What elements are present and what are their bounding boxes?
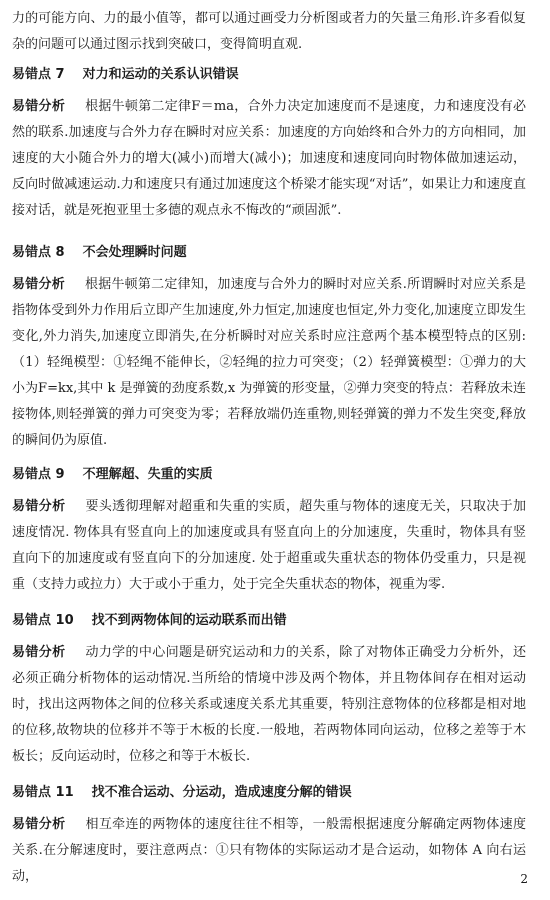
analysis-text: 根据牛顿第二定律F＝ma，合外力决定加速度而不是速度，力和速度没有必然的联系.加速度与合外力存在瞬时对应关系：加速度的方向始终和合外力的方向相同，加速度的大小随合外力的增大(减小)而增大(减小)；加速度和速度同向时物体做加速运动，反向时做减速运动.力和速度只有通过加速度这个桥梁才能实现“对话”，如果让力和速度直接对话，就是死抱亚里士多德的观点永不悔改的“顽固派”. — [12, 99, 526, 218]
section-heading-10 — [12, 608, 526, 634]
section-point: 易错点 11 — [12, 785, 74, 800]
section-heading-11 — [12, 780, 526, 806]
analysis-text: 要头透彻理解对超重和失重的实质，超失重与物体的速度无关，只取决于加速度情况. 物体具有竖直向上的加速度或具有竖直向上的分加速度，失重时，物体具有竖直向下的加速度或有竖直向下的分加速度. 处于超重或失重状态的物体仍受重力，只是视重（支持力或拉力）大于或小于重力，处于完全失重状态的物体，视重为零. — [12, 499, 526, 592]
section-title: 找不准合运动、分运动，造成速度分解的错误 — [91, 785, 352, 800]
analysis-text: 动力学的中心问题是研究运动和力的关系，除了对物体正确受力分析外，还必须正确分析物体的运动情况.当所给的情境中涉及两个物体，并且物体间存在相对运动时，找出这两物体之间的位移关系或速度关系尤其重要，特别注意物体的位移都是相对地的位移,故物块的位移并不等于木板的长度.一般地，若两物体同向运动，位移之差等于木板长；反向运动时，位移之和等于木板长. — [12, 645, 526, 764]
analysis-text: 根据牛顿第二定律知，加速度与合外力的瞬时对应关系.所谓瞬时对应关系是指物体受到外力作用后立即产生加速度,外力恒定,加速度也恒定,外力变化,加速度立即发生变化,外力消失,加速度立即消失,在分析瞬时对应关系时应注意两个基本模型特点的区别:（1）轻绳模型：①轻绳不能伸长，②轻绳的拉力可突变；（2）轻弹簧模型：①弹力的大小为F=kx,其中 k 是弹簧的劲度系数,x 为弹簧的形变量，②弹力突变的特点：若释放未连接物体,则轻弹簧的弹力可突变为零；若释放端仍连重物,则轻弹簧的弹力不发生突变,释放的瞬间仍为原值. — [12, 277, 526, 448]
intro-paragraph: 力的可能方向、力的最小值等，都可以通过画受力分析图或者力的矢量三角形.许多看似复杂的问题可以通过图示找到突破口，变得简明直观. — [12, 11, 526, 52]
section-heading-7 — [12, 62, 526, 88]
page-number: 2 — [520, 872, 528, 886]
section-heading-8 — [12, 240, 526, 266]
section-body-11 — [12, 812, 526, 890]
analysis-label: 易错分析 — [12, 99, 66, 114]
section-point: 易错点 10 — [12, 613, 74, 628]
analysis-label: 易错分析 — [12, 499, 66, 514]
section-body-10 — [12, 640, 526, 770]
section-point: 易错点 8 — [12, 245, 65, 260]
analysis-label: 易错分析 — [12, 277, 65, 292]
section-title: 找不到两物体间的运动联系而出错 — [91, 613, 287, 628]
analysis-label: 易错分析 — [12, 817, 66, 832]
section-body-7 — [12, 94, 526, 224]
section-body-8 — [12, 272, 526, 454]
analysis-text: 相互牵连的两物体的速度往往不相等，一般需根据速度分解确定两物体速度关系.在分解速度时，要注意两点：①只有物体的实际运动才是合运动，如物体 A 向右运动， — [12, 817, 526, 884]
section-title: 不理解超、失重的实质 — [82, 467, 213, 482]
analysis-label: 易错分析 — [12, 645, 66, 660]
section-title: 不会处理瞬时问题 — [82, 245, 187, 260]
section-title: 对力和运动的关系认识错误 — [82, 67, 239, 82]
section-point: 易错点 7 — [12, 67, 65, 82]
section-body-9 — [12, 494, 526, 598]
section-point: 易错点 9 — [12, 467, 65, 482]
section-heading-9 — [12, 462, 526, 488]
